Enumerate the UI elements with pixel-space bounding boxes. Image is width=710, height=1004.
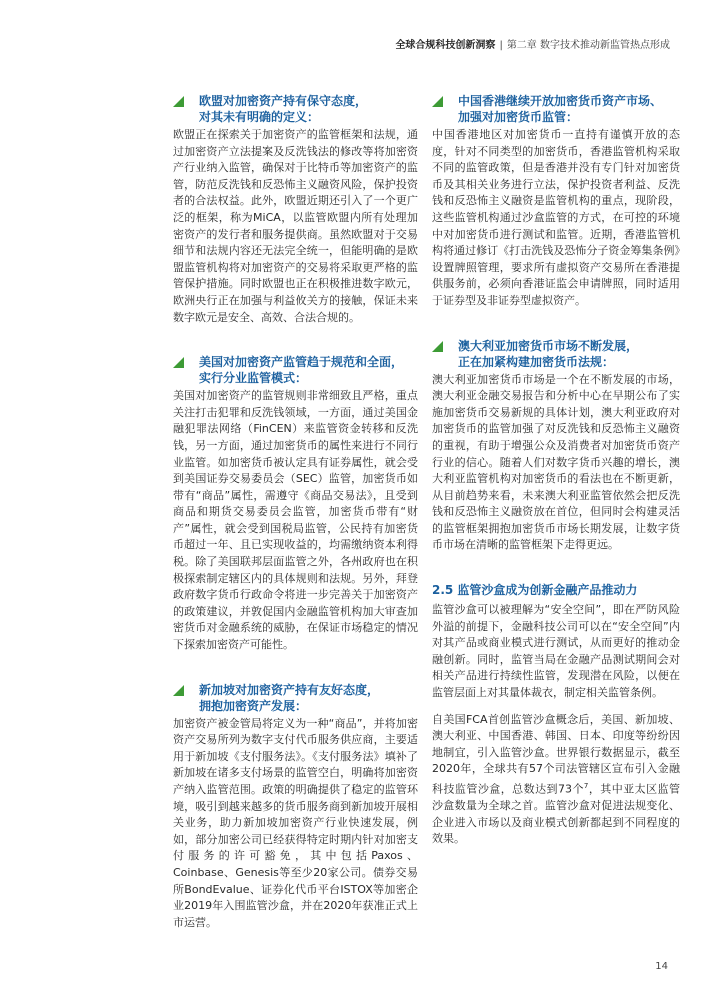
footnote-ref: 7 [583,782,589,790]
triangle-bullet-icon [432,96,443,107]
section-heading [432,338,680,370]
section-australia [432,338,680,555]
report-title: 全球合规科技创新洞察 [395,40,496,51]
right-column [432,93,680,876]
triangle-bullet-icon [432,341,443,352]
section-body: 欧盟正在探索关于加密资产的监管框架和法规，通过加密资产立法提案及反洗钱法的修改等将加密资产行业纳入监管，确保对于比特币等加密资产的监管，防范反洗钱和反恐怖主义融资风险，保护投资者的合法权益。此外，欧盟近期还引入了一个更广泛的框架，称为MiCA，以监管欧盟内所有处理加密资产的发行者和服务提供商。虽然欧盟对于交易细节和法规内容还无法完全统一，但能明确的是欧盟监管机构将对加密资产的交易将采取更严格的监管保护措施。同时欧盟也正在积极推进数字欧元，欧洲央行正在加强与利益攸关方的接触，保证未来数字欧元是安全、高效、合法合规的。 [173,128,418,324]
section-heading [173,93,418,125]
section-eu [173,93,418,326]
heading-line-1: 欧盟对加密资产持有保守态度， [199,94,368,108]
section-2-5-heading: 2.5 监管沙盒成为创新金融产品推动力 [432,583,638,598]
triangle-bullet-icon [173,685,184,696]
heading-line-1: 澳大利亚加密货币市场不断发展， [458,338,639,353]
heading-line-1: 美国对加密资产监管趋于规范和全面， [199,355,404,370]
heading-line-2: 对其未有明确的定义： [199,110,320,124]
header-separator: | [499,40,503,51]
heading-line-2: 拥抱加密资产发展： [199,698,308,713]
sandbox-paragraph-2 [432,712,680,848]
section-hongkong [432,93,680,310]
running-header [395,36,670,51]
section-body: 澳大利亚加密货币市场是一个在不断发展的市场，澳大利亚金融交易报告和分析中心在早期公布了实施加密货币交易新规的具体计划，澳大利亚政府对加密货币的监管加强了对反洗钱和反恐怖主义融资的重视，有助于增强公众及消费者对加密货币资产行业的信心。随着人们对数字货币兴趣的增长，澳大利亚监管机构对加密货币的看法也在不断更新，从目前趋势来看，未来澳大利亚监管依然会把反洗钱和反恐怖主义融资放在首位，但同时会构建灵活的监管框架拥抱加密货币市场长期发展，让数字货币市场在清晰的监管框架下走得更远。 [432,372,680,552]
heading-line-2: 正在加紧构建加密货币法规： [458,354,615,369]
sandbox-paragraph-2-part-b: ，其中亚太区监管沙盒数量为全球之首。监管沙盒对促进法规变化、企业进入市场以及商业模式创新都起到不同程度的效果。 [432,782,681,846]
section-heading [173,354,418,386]
heading-line-2: 实行分业监管模式： [199,371,308,386]
sandbox-paragraph-2-part-a: 自美国FCA首创监管沙盒概念后，美国、新加坡、澳大利亚、中国香港、韩国、日本、印度等纷纷因地制宜，引入监管沙盒。世界银行数据显示，截至2020年，全球共有57个司法管辖区宣布引入金融科技监管沙盒，总数达到73个 [432,712,680,796]
section-heading [432,93,680,125]
triangle-bullet-icon [173,357,184,368]
section-body: 美国对加密资产的监管规则非常细致且严格，重点关注打击犯罪和反洗钱领域，一方面，通过美国金融犯罪法网络（FinCEN）来监管资金转移和反洗钱，另一方面，通过加密货币的属性来进行不同行业监管。如加密货币被认定具有证券属性，就会受到美国证券交易委员会（SEC）监管，加密货币如带有“商品”属性，需遵守《商品交易法》，且受到商品和期货交易委员会监管，加密货币带有“财产”属性，就会受到国税局监管，公民持有加密货币超过一年、且已实现收益的，均需缴纳资本利得税。除了美国联邦层面监管之外，各州政府也在积极探索制定辖区内的具体规则和法规。另外，拜登政府数字货币行政命令将进一步完善关于加密资产的政策建议，并敦促国内金融监管机构加大审查加密货币对金融系统的威胁，在保证市场稳定的情况下探索加密资产可能性。 [173,389,418,652]
left-column [173,93,418,959]
section-2-5 [432,582,680,848]
heading-line-1: 中国香港继续开放加密货币资产市场、 [458,94,663,108]
heading-line-1: 新加坡对加密资产持有友好态度， [199,682,380,697]
section-singapore [173,682,418,932]
section-body: 加密资产被金管局将定义为一种“商品”，并将加密资产交易所列为数字支付代币服务供应商，主要适用于新加坡《支付服务法》。《支付服务法》填补了新加坡在诸多支付场景的监管空白，明确将加密资产纳入监管范围。政策的明确提供了稳定的监管环境，吸引到越来越多的货币服务商到新加坡开展相关业务，助力新加坡加密资产行业快速发展，例如，部分加密公司已经获得特定时期内针对加密支付服务的许可豁免，其中包括Paxos、Coinbase、Genesis等至少20家公司。债券交易所BondEvalue、证券化代币平台ISTOX等加密企业2019年入围监管沙盒，并在2020年获准正式上市运营。 [173,716,418,929]
chapter-title: 第二章 数字技术推动新监管热点形成 [506,40,670,51]
sandbox-paragraph-1: 监管沙盒可以被理解为“安全空间”，即在严防风险外溢的前提下，金融科技公司可以在“安全空间”内对其产品或商业模式进行测试，从而更好的推动金融创新。同时，监管当局在金融产品测试期间会对相关产品进行持续性监管，发现潜在风险，以便在监管层面上对其量体裁衣，制定相关监管条例。 [432,603,680,700]
triangle-bullet-icon [173,96,184,107]
section-us [173,354,418,654]
section-heading [173,682,418,714]
section-body: 中国香港地区对加密货币一直持有谨慎开放的态度，针对不同类型的加密货币，香港监管机构采取不同的监管政策，但是香港并没有专门针对加密货币及其相关业务进行立法，保护投资者利益、反洗钱和反恐怖主义融资是监管机构的重点，现阶段，这些监管机构通过沙盒监管的方式，在可控的环境中对加密货币进行测试和监管。近期，香港监管机构将通过修订《打击洗钱及恐怖分子资金筹集条例》设置牌照管理，要求所有虚拟资产交易所在香港提供服务前，必须向香港证监会申请牌照，同时适用于证券型及非证券型虚拟资产。 [432,128,680,307]
page-number: 14 [655,961,668,972]
heading-line-2: 加强对加密货币监管： [458,110,579,124]
